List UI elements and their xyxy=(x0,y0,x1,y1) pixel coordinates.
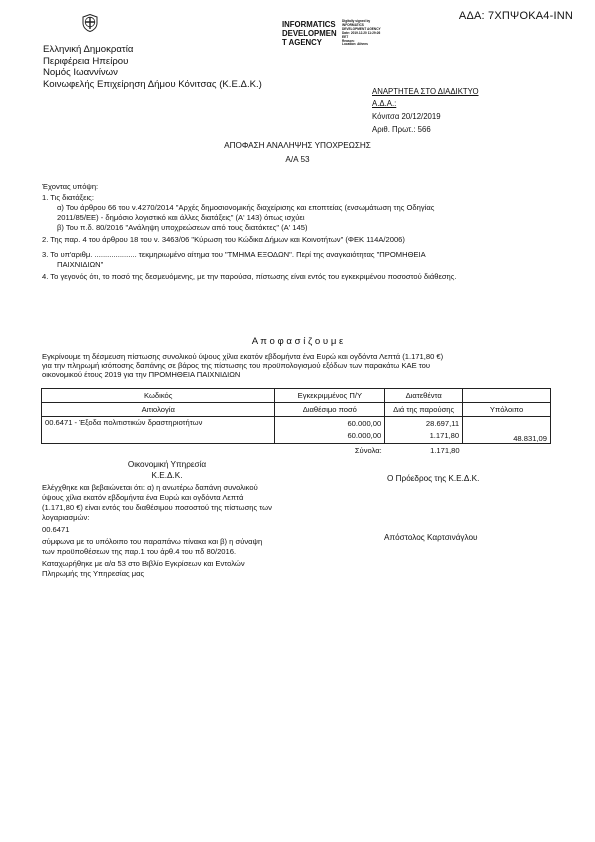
finance-line-2: ύψους χίλια εκατόν εβδομήντα ένα Ευρώ και ογδόντα Λεπτά xyxy=(42,493,244,502)
publication-notice: ΑΝΑΡΤΗΤΕΑ ΣΤΟ ΔΙΑΔΙΚΤΥΟ xyxy=(372,87,479,96)
stamp-line: DEVELOPMEN xyxy=(282,29,337,38)
finance-line-8: Καταχωρήθηκε με α/α 53 στο Βιβλίο Εγκρίσεων και Εντολών xyxy=(42,559,245,568)
stamp-detail-line: INFORMATICS xyxy=(342,22,364,27)
president-title: Ο Πρόεδρος της Κ.Ε.Δ.Κ. xyxy=(387,474,480,483)
header-blank xyxy=(463,389,551,403)
budget-table xyxy=(41,388,551,457)
finance-line-6: σύμφωνα με το υπόλοιπο του παραπάνω πίνακα και β) η σύναψη xyxy=(42,537,263,546)
stamp-detail-line: DEVELOPMENT AGENCY xyxy=(342,26,381,31)
finance-line-7: των προϋποθέσεων της παρ.1 του άρθ.4 του πδ 80/2016. xyxy=(42,547,237,556)
stamp-detail-line: Date: 2019.12.20 11:29:26 xyxy=(342,30,381,35)
header-remainder: Υπόλοιπο xyxy=(463,403,551,417)
protocol-number: Αριθ. Πρωτ.: 566 xyxy=(372,125,431,134)
table-header-row-2 xyxy=(42,403,551,417)
document-number: Α/Α 53 xyxy=(285,155,310,164)
document-title: ΑΠΟΦΑΣΗ ΑΝΑΛΗΨΗΣ ΥΠΟΧΡΕΩΣΗΣ xyxy=(224,141,371,150)
row-available: 60.000,00 xyxy=(347,431,382,440)
row-this-decision: 1.171,80 xyxy=(429,431,460,440)
consideration-1a-line2: 2011/85/ΕΕ) - δημόσιο λογιστικό και άλλες διατάξεις" (Α' 143) όπως ισχύει xyxy=(57,213,305,222)
row-spent: 28.697,11 xyxy=(425,419,460,428)
org-line-region: Περιφέρεια Ηπείρου xyxy=(43,55,129,67)
stamp-detail-line: Reason: xyxy=(342,38,355,43)
org-line-country: Ελληνική Δημοκρατία xyxy=(43,44,134,55)
table-row xyxy=(42,417,551,444)
header-code: Κωδικός xyxy=(42,389,275,403)
finance-line-9: Πληρωμής της Υπηρεσίας μας xyxy=(42,569,145,578)
consideration-3-line1: 3. Το υπ'αριθμ. .................... τεκμηριωμένο αίτημα του "ΤΜΗΜΑ ΕΞΟΔΩΝ". Περί της αναγκαιότητας "ΠΡΟΜΗΘΕΙΑ xyxy=(42,250,426,259)
org-line-company: Κοινωφελής Επιχείρηση Δήμου Κόνιτσας (Κ.Ε.Δ.Κ.) xyxy=(43,78,262,90)
row-spent-cell xyxy=(385,417,463,444)
row-approved-cell xyxy=(275,417,385,444)
consideration-1a-line1: α) Του άρθρου 66 του ν.4270/2014 "Αρχές δημοσιονομικής διαχείρισης και εποπτείας (ενσωμάτωση της Οδηγίας xyxy=(57,203,435,212)
header-available-amount: Διαθέσιμο ποσό xyxy=(275,403,385,417)
organization-block xyxy=(43,44,262,90)
president-name: Απόστολος Καρτσινάγλου xyxy=(384,533,478,542)
stamp-line: INFORMATICS xyxy=(282,20,336,29)
header-description: Αιτιολογία xyxy=(42,403,275,417)
org-line-prefecture: Νομός Ιωαννίνων xyxy=(43,67,118,78)
finance-account: 00.6471 xyxy=(42,525,70,534)
finance-line-1: Ελέγχθηκε και βεβαιώνεται ότι: α) η ανωτέρω δαπάνη συνολικού xyxy=(42,483,258,492)
consideration-3-line2: ΠΑΙΧΝΙΔΙΩΝ" xyxy=(57,260,104,269)
stamp-line: T AGENCY xyxy=(282,38,322,47)
row-remainder: 48.831,09 xyxy=(463,417,551,444)
row-approved: 60.000,00 xyxy=(347,419,382,428)
total-label: Σύνολα: xyxy=(354,446,382,455)
total-spacer xyxy=(42,444,275,458)
signature-stamp-details xyxy=(342,20,381,47)
table-header-row-1 xyxy=(42,389,551,403)
document-date: Κόνιτσα 20/12/2019 xyxy=(372,112,441,121)
consideration-4: 4. Το γεγονός ότι, το ποσό της δεσμευόμενης, με την παρούσα, πίστωσης είναι εντός του εγκεκριμένου ποσοστού διάθεσης. xyxy=(42,272,457,281)
finance-org: Κ.Ε.Δ.Κ. xyxy=(151,471,183,480)
finance-title: Οικονομική Υπηρεσία xyxy=(127,460,207,469)
finance-line-4: λογαριασμών: xyxy=(42,513,90,522)
decision-heading: Α π ο φ α σ ί ζ ο υ μ ε xyxy=(251,336,344,347)
row-description-text: 00.6471 - Έξοδα πολιτιστικών δραστηριοτήτων xyxy=(45,418,203,427)
consideration-2: 2. Της παρ. 4 του άρθρου 18 του ν. 3463/06 "Κύρωση του Κώδικα Δήμων και Κοινοτήτων" (ΦΕΚ 114Α/2006) xyxy=(42,235,405,244)
consideration-1b: β) Του π.δ. 80/2016 "Ανάληψη υποχρεώσεων από τους διατάκτες" (Α' 145) xyxy=(57,223,308,232)
consideration-1: 1. Τις διατάξεις: xyxy=(42,193,94,202)
ada-label: Α.Δ.Α.: xyxy=(372,99,397,108)
stamp-detail-line: Digitally signed by xyxy=(342,19,371,23)
stamp-detail-line: Location: Athens xyxy=(342,42,368,47)
signature-stamp-title xyxy=(282,20,337,47)
header-approved: Εγκεκριμμένος Π/Υ xyxy=(275,389,385,403)
decision-line-2: για την πληρωμή ισόποσης δαπάνης σε βάρος της πίστωσης του προϋπολογισμού εξόδων των παρακάτω ΚΑΕ του xyxy=(42,361,431,370)
finance-line-3: (1.171,80 €) είναι εντός του διαθέσιμου ποσοστού της πίστωσης των xyxy=(42,503,272,512)
greek-emblem-icon xyxy=(82,14,98,32)
row-description xyxy=(42,417,275,444)
table-total-row xyxy=(42,444,551,458)
considerations-intro: Έχοντας υπόψη: xyxy=(42,182,99,191)
decision-line-1: Εγκρίνουμε τη δέσμευση πίστωσης συνολικού ύψους χίλια εκατόν εβδομήντα ένα Ευρώ και ογδόντα Λεπτά (1.171,80 €) xyxy=(42,352,444,361)
header-available-spent: Διατεθέντα xyxy=(385,389,463,403)
total-value: 1.171,80 xyxy=(430,446,460,455)
total-spacer-2 xyxy=(463,444,551,458)
stamp-detail-line: EET xyxy=(342,34,349,39)
ada-code: ΑΔΑ: 7ΧΠΨΟΚΑ4-ΙΝΝ xyxy=(458,10,573,22)
header-this-decision: Διά της παρούσης xyxy=(385,403,463,417)
decision-line-3: οικονομικού έτους 2019 για την ΠΡΟΜΗΘΕΙΑ ΠΑΙΧΝΙΔΙΩΝ xyxy=(42,370,241,379)
